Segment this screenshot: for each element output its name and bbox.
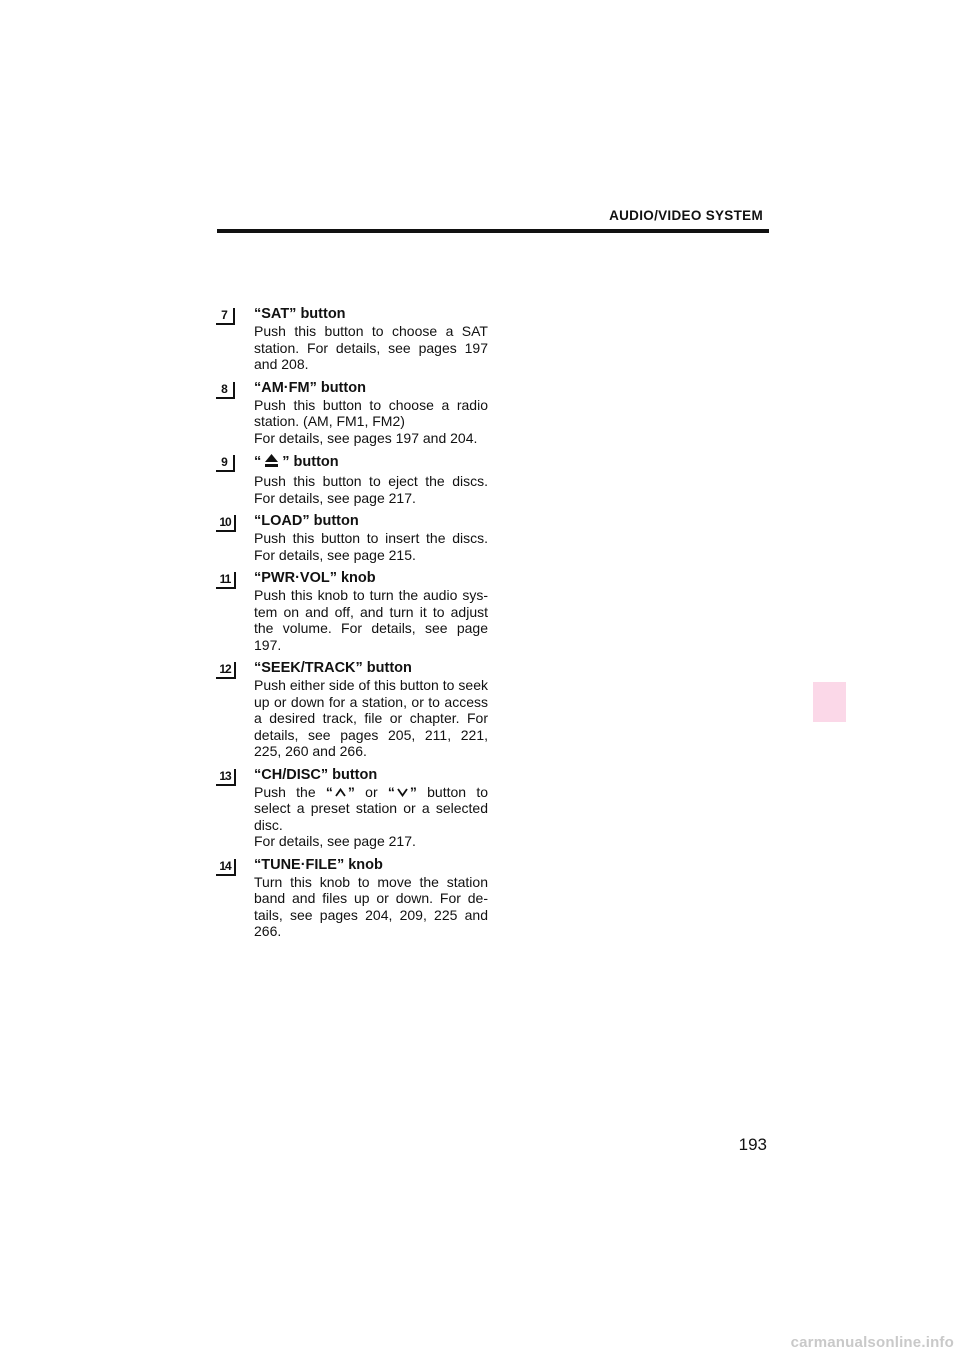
- body-prefix: Push the: [254, 783, 326, 800]
- item-number: 8: [216, 382, 235, 399]
- item-body: Push this button to insert the discs. For details, see page 215.: [254, 530, 488, 563]
- quote-close: ”: [409, 783, 417, 800]
- list-item: [216, 380, 488, 447]
- item-body-line-2: For details, see page 217.: [254, 833, 416, 849]
- list-item: [216, 453, 488, 506]
- section-header: AUDIO/VIDEO SYSTEM: [609, 208, 763, 223]
- item-title: “PWR·VOL” knob: [254, 570, 376, 586]
- eject-icon: [264, 453, 279, 473]
- item-title: “AM·FM” button: [254, 379, 366, 396]
- page-number: 193: [738, 1135, 767, 1154]
- list-item: [216, 513, 488, 563]
- item-number: 11: [216, 572, 236, 589]
- item-body: Push this button to choose a SAT station. For details, see pages 197 and 208.: [254, 323, 488, 372]
- body-suffix: button to select a preset station or a selected disc.: [254, 783, 488, 833]
- list-item: [216, 767, 488, 850]
- item-number: 10: [216, 515, 236, 532]
- item-number: 9: [216, 455, 235, 472]
- watermark: carmanualsonline.info: [790, 1334, 954, 1351]
- quote-open: “: [387, 783, 395, 800]
- quote-open: “: [325, 783, 333, 800]
- item-body: Push this button to eject the discs. For details, see page 217.: [254, 473, 488, 506]
- item-body: Push either side of this button to seek up or down for a station, or to access a desired track, file or chapter. For details, see pages 205, 211, 221, 225, 260 and 266.: [254, 677, 488, 759]
- item-body: [254, 784, 488, 834]
- item-number: 14: [216, 859, 236, 876]
- item-title: “CH/DISC” button: [254, 766, 378, 783]
- down-arrow-icon: [397, 784, 408, 801]
- item-title: “SEEK/TRACK” button: [254, 660, 412, 676]
- item-body: Push this knob to turn the audio sys- tem on and off, and turn it to adjust the volume. For details, see page 197.: [254, 587, 488, 653]
- item-title: “SAT” button: [254, 306, 346, 322]
- title-suffix: ” button: [282, 454, 339, 470]
- item-body: Turn this knob to move the station band and files up or down. For de- tails, see pages 204, 209, 225 and 266.: [254, 873, 488, 939]
- item-body: Push this button to choose a radio station. (AM, FM1, FM2): [254, 396, 488, 429]
- item-body-line-2: For details, see pages 197 and 204.: [254, 429, 478, 446]
- item-title: “LOAD” button: [254, 513, 359, 529]
- up-arrow-icon: [335, 784, 346, 801]
- list-item: [216, 306, 488, 373]
- item-number: 13: [216, 769, 236, 786]
- header-rule: [217, 229, 769, 233]
- list-item: [216, 857, 488, 940]
- list-item: [216, 570, 488, 653]
- item-list: [216, 306, 488, 947]
- list-item: [216, 660, 488, 760]
- item-title: [254, 453, 488, 473]
- item-title: “TUNE·FILE” knob: [254, 856, 383, 873]
- item-number: 7: [216, 308, 235, 325]
- section-tab-marker: [813, 682, 846, 722]
- body-or: or: [354, 783, 388, 800]
- item-number: 12: [216, 662, 236, 679]
- quote-close: ”: [347, 783, 355, 800]
- title-open-quote: “: [254, 454, 262, 470]
